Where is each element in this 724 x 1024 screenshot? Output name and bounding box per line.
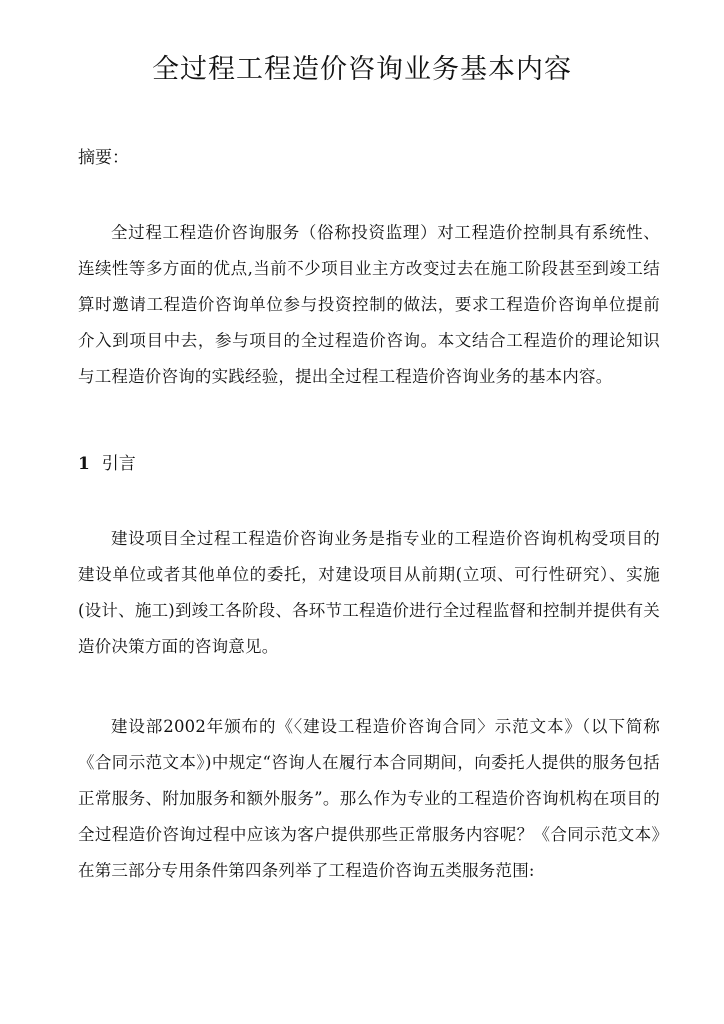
- body-paragraph: 建设部2002年颁布的《〈建设工程造价咨询合同〉示范文本》（以下简称《合同示范文本》)中规定“咨询人在履行本合同期间，向委托人提供的服务包括正常服务、附加服务和额外服务”。那么作为专业的工程造价咨询机构在项目的全过程造价咨询过程中应该为客户提供那些正常服务内容呢？《合同示范文本》在第三部分专用条件第四条列举了工程造价咨询五类服务范围:: [78, 717, 660, 880]
- abstract-paragraph: 全过程工程造价咨询服务（俗称投资监理）对工程造价控制具有系统性、连续性等多方面的优点,当前不少项目业主方改变过去在施工阶段甚至到竣工结算时邀请工程造价咨询单位参与投资控制的做法，要求工程造价咨询单位提前介入到项目中去，参与项目的全过程造价咨询。本文结合工程造价的理论知识与工程造价咨询的实践经验，提出全过程工程造价咨询业务的基本内容。: [78, 223, 660, 386]
- document-title: 全过程工程造价咨询业务基本内容: [152, 54, 572, 85]
- section-heading: [78, 452, 136, 476]
- section-number: 1: [78, 454, 90, 474]
- section-title: 引言: [101, 454, 136, 474]
- body-paragraph: 建设项目全过程工程造价咨询业务是指专业的工程造价咨询机构受项目的建设单位或者其他单位的委托，对建设项目从前期(立项、可行性研究）、实施(设计、施工)到竣工各阶段、各环节工程造价进行全过程监督和控制并提供有关造价决策方面的咨询意见。: [78, 529, 660, 656]
- abstract-label: 摘要：: [78, 148, 129, 168]
